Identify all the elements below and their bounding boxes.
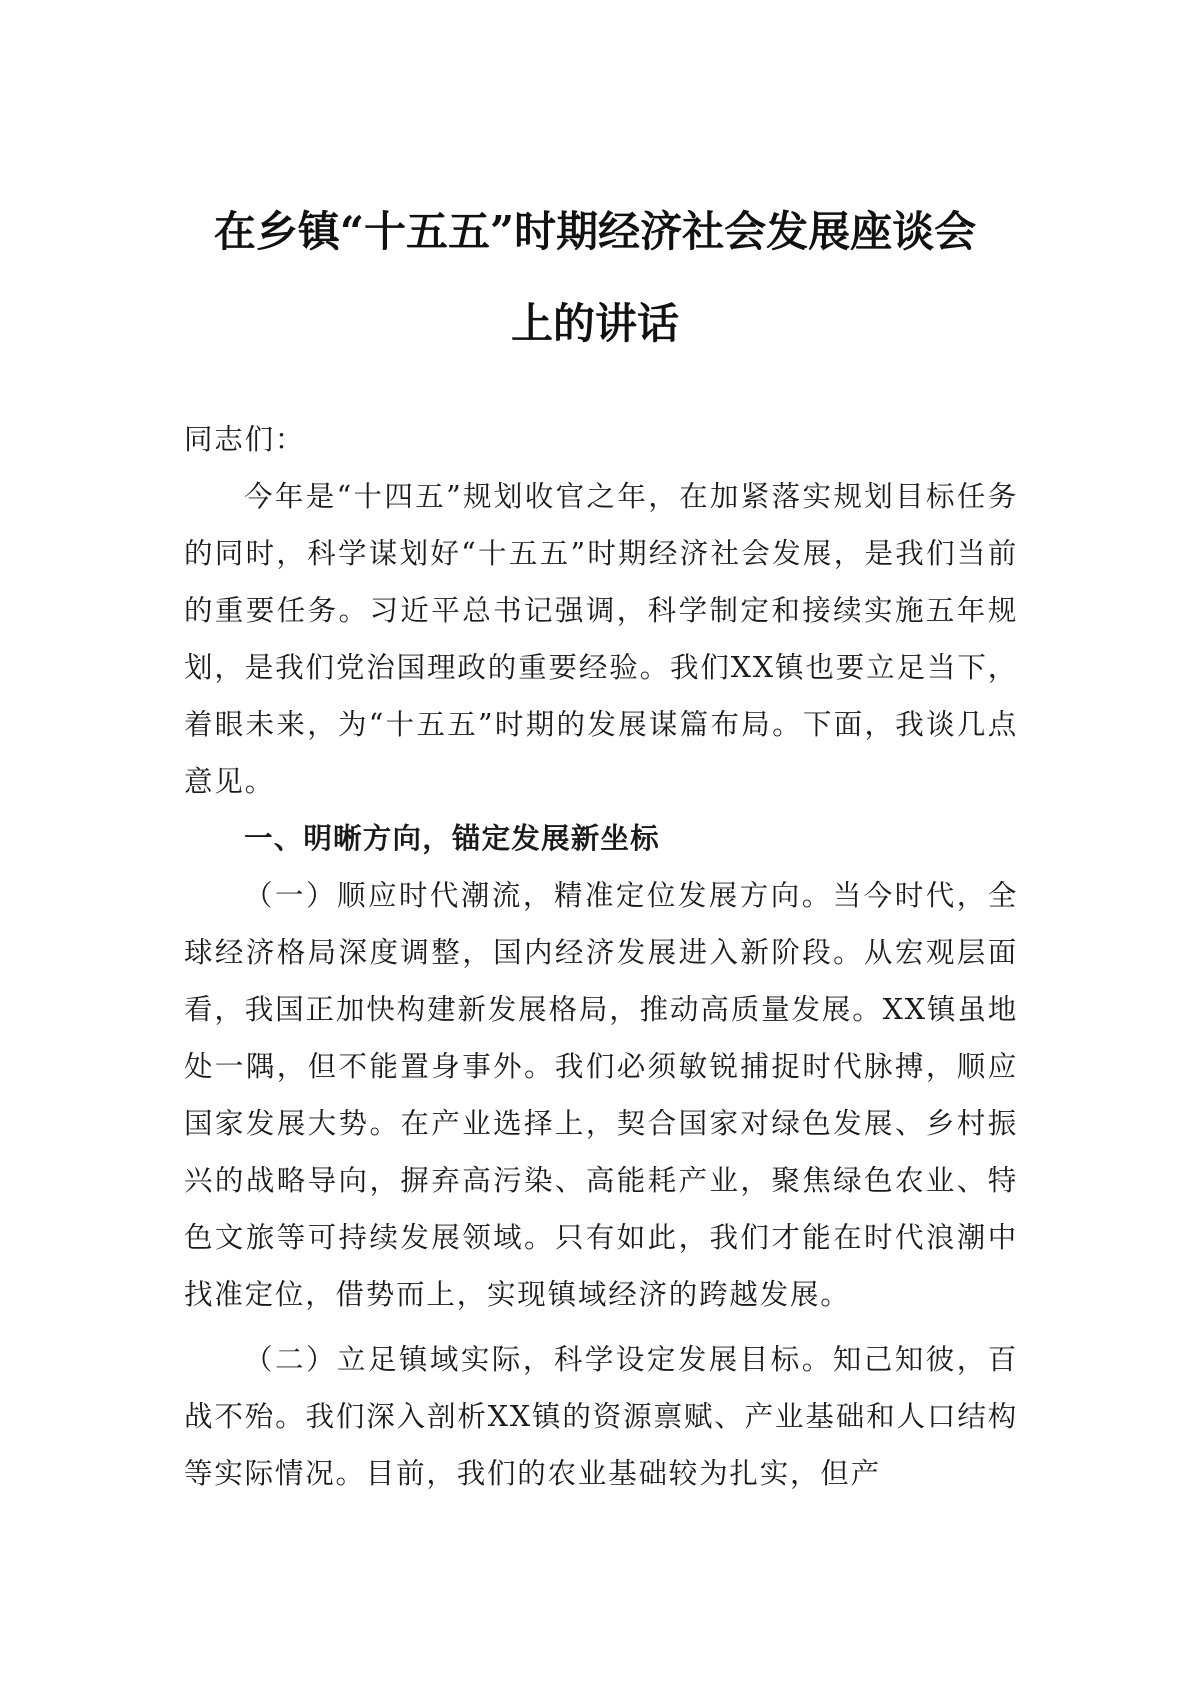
subsection-heading-2: （二）立足镇域实际，科学设定发展目标。 (244, 1343, 833, 1376)
section-heading-1: 一、明晰方向，锚定发展新坐标 (244, 822, 660, 855)
subsection-heading-1: （一）顺应时代潮流，精准定位发展方向。 (244, 879, 833, 912)
subsection-body-1: 当今时代，全球经济格局深度调整，国内经济发展进入新阶段。从宏观层面看，我国正加快构建新发展格局，推动高质量发展。XX镇虽地处一隅，但不能置身事外。我们必须敏锐捕捉时代脉搏，顺应国家发展大势。在产业选择上，契合国家对绿色发展、乡村振兴的战略导向，摒弃高污染、高能耗产业，聚焦绿色农业、特色文旅等可持续发展领域。只有如此，我们才能在时代浪潮中找准定位，借势而上，实现镇域经济的跨越发展。 (184, 879, 1019, 1311)
intro-paragraph: 今年是“十四五”规划收官之年，在加紧落实规划目标任务的同时，科学谋划好“十五五”时期经济社会发展，是我们当前的重要任务。习近平总书记强调，科学制定和接续实施五年规划，是我们党治国理政的重要经验。我们XX镇也要立足当下，着眼未来，为“十五五”时期的发展谋篇布局。下面，我谈几点意见。 (184, 480, 1018, 798)
title-line-2: 上的讲话 (510, 299, 679, 348)
document-title (150, 200, 1040, 356)
subsection-paragraph-1 (184, 867, 1018, 1323)
subsection-body-2: 知己知彼，百战不殆。我们深入剖析XX镇的资源禀赋、产业基础和人口结构等实际情况。目前，我们的农业基础较为扎实，但产 (184, 1343, 1019, 1490)
document-body (184, 411, 1018, 1502)
salutation: 同志们： (184, 423, 306, 456)
subsection-paragraph-2 (184, 1331, 1018, 1502)
title-line-1: 在乡镇“十五五”时期经济社会发展座谈会 (213, 207, 977, 256)
